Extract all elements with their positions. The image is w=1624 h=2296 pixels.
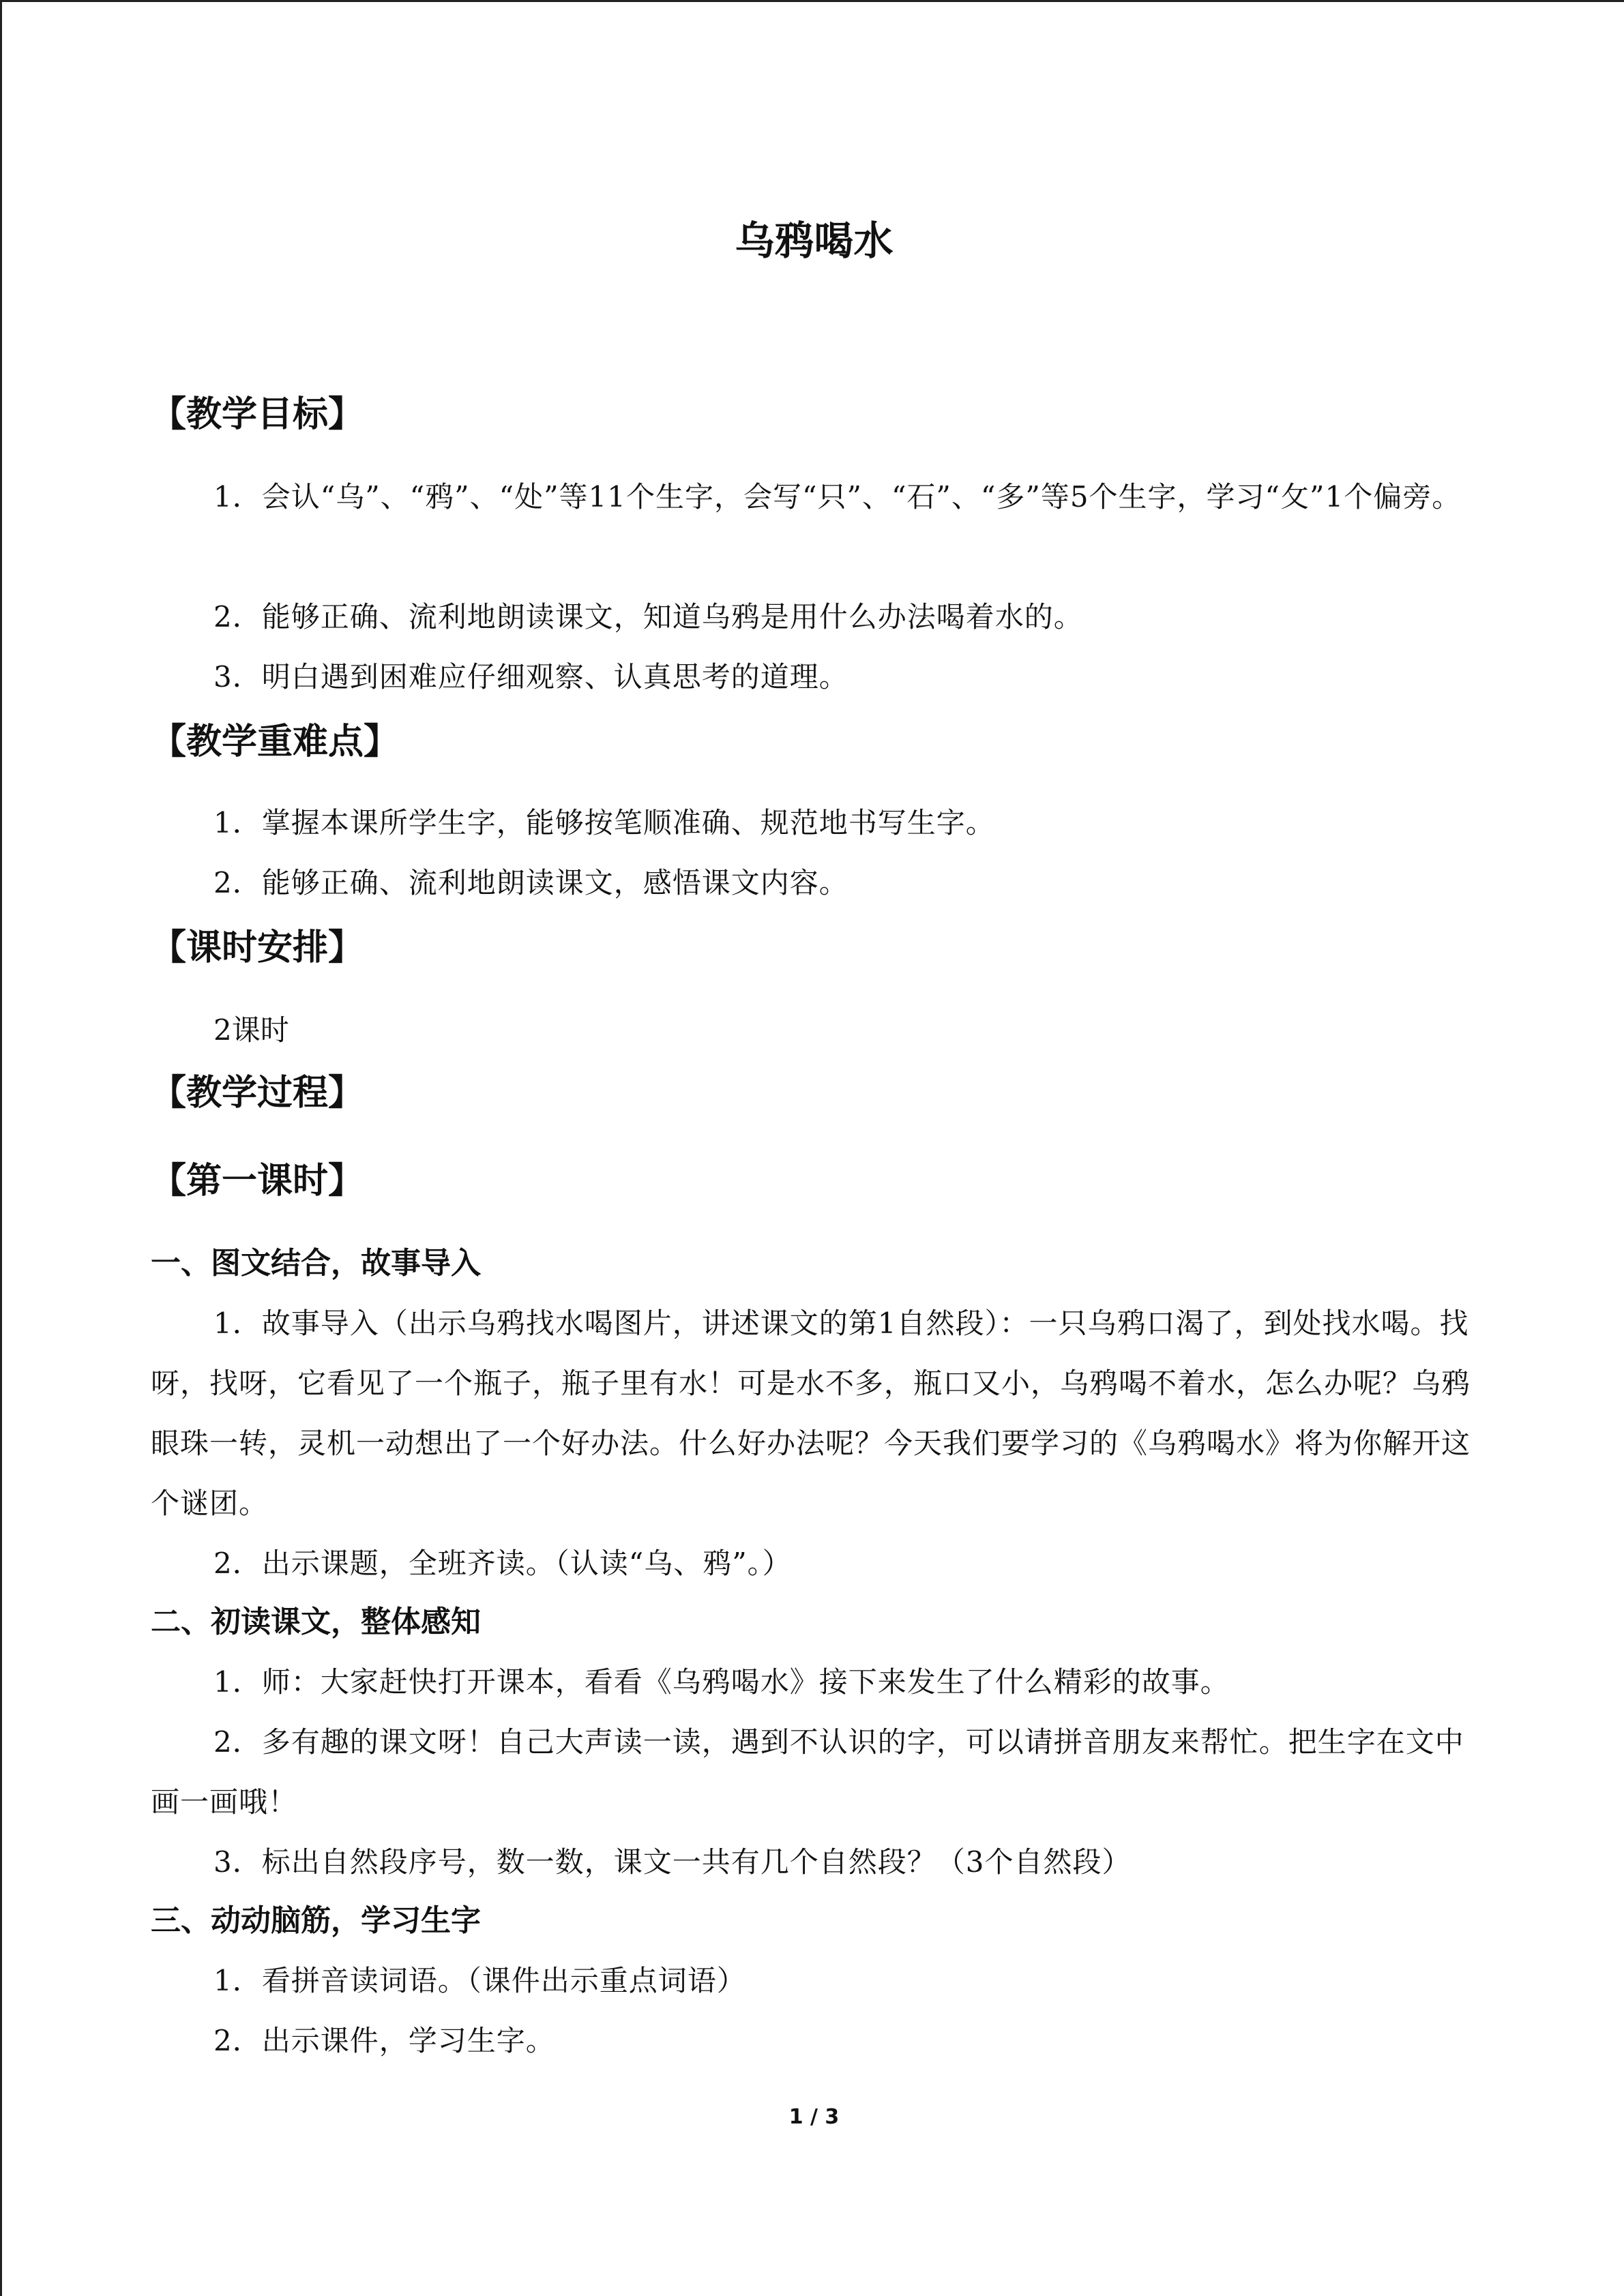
document-title: 乌鸦喝水 xyxy=(735,218,894,264)
part-heading-2: 二、初读课文，整体感知 xyxy=(151,1605,481,1639)
part-3-item-1: 1．看拼音读词语。（课件出示重点词语） xyxy=(213,1964,746,1997)
key-point-item-1: 1．掌握本课所学生字，能够按笔顺准确、规范地书写生字。 xyxy=(213,806,995,839)
section-heading-process: 【教学过程】 xyxy=(151,1073,364,1114)
part-1-item-1: 1．故事导入（出示乌鸦找水喝图片，讲述课文的第1自然段）：一只乌鸦口渴了，到处找水喝。找呀，找呀，它看见了一个瓶子，瓶子里有水！可是水不多，瓶口又小，乌鸦喝不着水，怎么办呢？乌鸦眼珠一转，灵机一动想出了一个好办法。什么好办法呢？今天我们要学习的《乌鸦喝水》将为你解开这个谜团。 xyxy=(151,1307,1471,1520)
section-heading-first-lesson: 【第一课时】 xyxy=(151,1161,364,1202)
goal-item-3: 3．明白遇到困难应仔细观察、认真思考的道理。 xyxy=(213,660,848,694)
section-heading-goals: 【教学目标】 xyxy=(151,394,364,435)
section-heading-key-points: 【教学重难点】 xyxy=(151,721,400,762)
part-3-item-2: 2．出示课件，学习生字。 xyxy=(213,2024,555,2057)
schedule-text: 2课时 xyxy=(213,1013,289,1047)
part-1-item-2: 2．出示课题，全班齐读。（认读“乌、鸦”。） xyxy=(213,1547,792,1580)
key-point-item-2: 2．能够正确、流利地朗读课文，感悟课文内容。 xyxy=(213,866,848,899)
goal-item-1: 1．会认“乌”、“鸦”、“处”等11个生字，会写“只”、“石”、“多”等5个生字，学习“攵”1个偏旁。 xyxy=(213,480,1462,513)
part-2-item-1: 1．师：大家赶快打开课本，看看《乌鸦喝水》接下来发生了什么精彩的故事。 xyxy=(213,1665,1230,1699)
goal-item-2: 2．能够正确、流利地朗读课文，知道乌鸦是用什么办法喝着水的。 xyxy=(213,600,1083,633)
part-2-item-3: 3．标出自然段序号，数一数，课文一共有几个自然段？（3个自然段） xyxy=(213,1845,1132,1879)
section-heading-schedule: 【课时安排】 xyxy=(151,927,364,968)
part-heading-3: 三、动动脑筋，学习生字 xyxy=(151,1903,481,1938)
part-2-item-2: 2．多有趣的课文呀！自己大声读一读，遇到不认识的字，可以请拼音朋友来帮忙。把生字在文中画一画哦！ xyxy=(151,1725,1464,1819)
page-indicator: 1 / 3 xyxy=(788,2105,840,2129)
part-heading-1: 一、图文结合，故事导入 xyxy=(151,1246,481,1281)
